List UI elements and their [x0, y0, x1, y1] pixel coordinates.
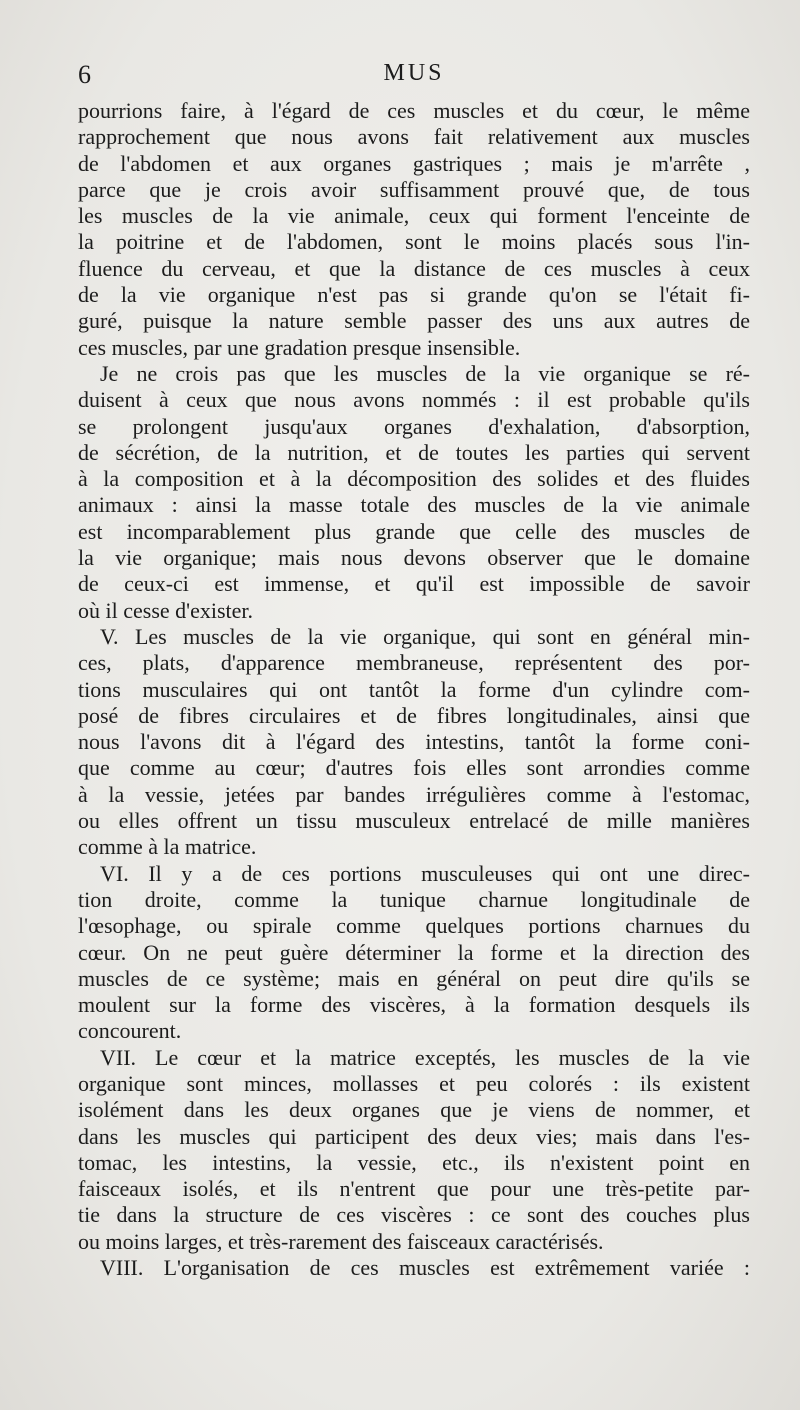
text-line: l'œsophage, ou spirale comme quelques portions charnues du — [78, 913, 750, 939]
text-line: pourrions faire, à l'égard de ces muscles et du cœur, le même — [78, 98, 750, 123]
text-line: cœur. On ne peut guère déterminer la forme et la direction des — [78, 939, 750, 965]
text-line: de l'abdomen et aux organes gastriques ; mais je m'arrête , — [78, 150, 750, 176]
text-line: organique sont minces, mollasses et peu colorés : ils existent — [78, 1070, 750, 1096]
text-line: ces muscles, par une gradation presque insensible. — [78, 334, 521, 360]
text-line: parce que je crois avoir suffisamment prouvé que, de tous — [78, 176, 750, 202]
text-line: où il cesse d'exister. — [78, 597, 254, 623]
text-line: tions musculaires qui ont tantôt la forme d'un cylindre com- — [78, 676, 750, 702]
text-line: duisent à ceux que nous avons nommés : il est probable qu'ils — [78, 387, 750, 413]
text-line: muscles de ce système; mais en général on peut dire qu'ils se — [78, 965, 750, 991]
text-line: à la vessie, jetées par bandes irrégulières comme à l'estomac, — [78, 781, 750, 807]
text-line: ou moins larges, et très-rarement des faisceaux caractérisés. — [78, 1228, 604, 1254]
text-line: guré, puisque la nature semble passer des uns aux autres de — [78, 308, 750, 334]
text-line: concourent. — [78, 1018, 182, 1044]
page-header — [78, 60, 750, 100]
text-line: de sécrétion, de la nutrition, et de toutes les parties qui servent — [78, 439, 750, 465]
text-line: la poitrine et de l'abdomen, sont le moins placés sous l'in- — [78, 229, 750, 255]
running-head: MUS — [383, 60, 445, 86]
text-line: VI. Il y a de ces portions musculeuses qui ont une direc- — [100, 860, 750, 886]
text-line: ou elles offrent un tissu musculeux entrelacé de mille manières — [78, 808, 750, 834]
text-line: la vie organique; mais nous devons observer que le domaine — [78, 545, 750, 571]
text-line: à la composition et à la décomposition des solides et des fluides — [78, 466, 750, 492]
text-line: animaux : ainsi la masse totale des muscles de la vie animale — [78, 492, 750, 518]
text-line: moulent sur la forme des viscères, à la formation desquels ils — [78, 992, 750, 1018]
text-line: se prolongent jusqu'aux organes d'exhalation, d'absorption, — [78, 413, 750, 439]
text-line: V. Les muscles de la vie organique, qui sont en général min- — [100, 623, 750, 649]
text-line: de la vie organique n'est pas si grande qu'on se l'était fi- — [78, 282, 750, 308]
text-line: tion droite, comme la tunique charnue longitudinale de — [78, 886, 750, 912]
text-line: Je ne crois pas que les muscles de la vie organique se ré- — [100, 360, 750, 386]
text-line: tie dans la structure de ces viscères : ce sont des couches plus — [78, 1202, 750, 1228]
text-line: VIII. L'organisation de ces muscles est extrêmement variée : — [100, 1255, 750, 1281]
text-line: dans les muscles qui participent des deux vies; mais dans l'es- — [78, 1123, 750, 1149]
text-line: est incomparablement plus grande que celle des muscles de — [78, 518, 750, 544]
text-line: comme à la matrice. — [78, 834, 257, 860]
text-line: rapprochement que nous avons fait relativement aux muscles — [78, 124, 750, 150]
text-line: ces, plats, d'apparence membraneuse, représentent des por- — [78, 650, 750, 676]
text-line: les muscles de la vie animale, ceux qui forment l'enceinte de — [78, 203, 750, 229]
text-line: posé de fibres circulaires et de fibres longitudinales, ainsi que — [78, 702, 750, 728]
text-line: fluence du cerveau, et que la distance de ces muscles à ceux — [78, 255, 750, 281]
text-line: isolément dans les deux organes que je viens de nommer, et — [78, 1097, 750, 1123]
text-line: faisceaux isolés, et ils n'entrent que pour une très-petite par- — [78, 1176, 750, 1202]
page-number: 6 — [78, 60, 91, 89]
text-line: que comme au cœur; d'autres fois elles sont arrondies comme — [78, 755, 750, 781]
text-line: tomac, les intestins, la vessie, etc., ils n'existent point en — [78, 1149, 750, 1175]
text-line: nous l'avons dit à l'égard des intestins, tantôt la forme coni- — [78, 729, 750, 755]
body-text — [78, 98, 750, 1281]
text-line: VII. Le cœur et la matrice exceptés, les muscles de la vie — [100, 1044, 750, 1070]
text-line: de ceux-ci est immense, et qu'il est impossible de savoir — [78, 571, 750, 597]
